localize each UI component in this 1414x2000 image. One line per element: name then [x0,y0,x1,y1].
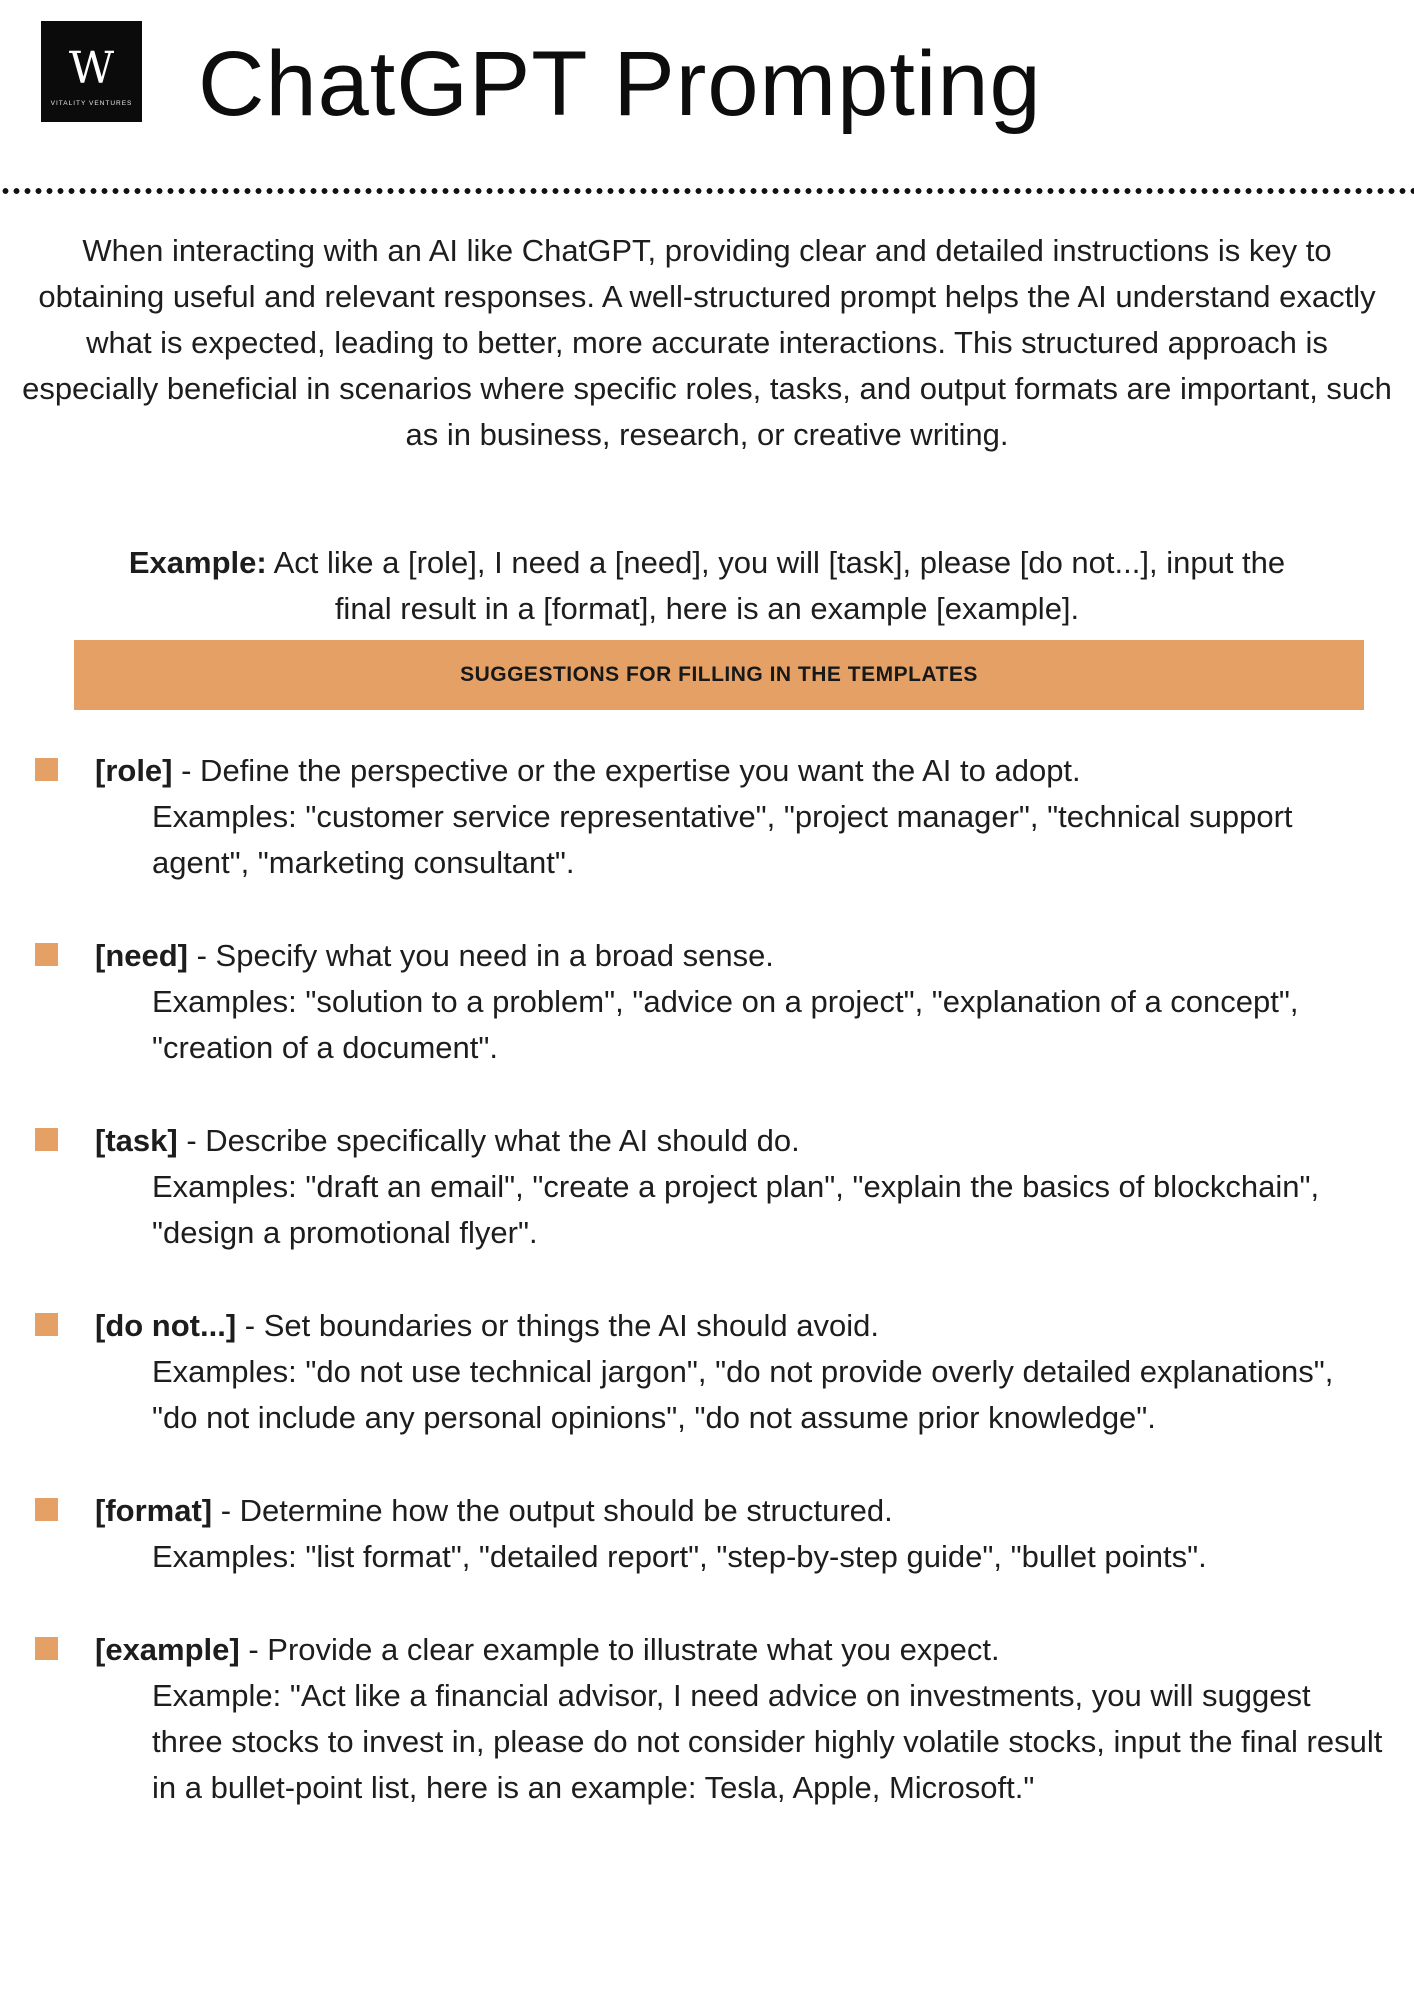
banner-label: SUGGESTIONS FOR FILLING IN THE TEMPLATES [460,663,978,686]
item-examples: Example: "Act like a financial advisor, I need advice on investments, you will suggest three stocks to invest in, please do not consider highly volatile stocks, input the final result in a bullet-point list, here is an example: Tesla, Apple, Microsoft." [152,1678,1383,1805]
item-examples: Examples: "customer service representative", "project manager", "technical support agent", "marketing consultant". [152,799,1293,880]
item-examples: Examples: "list format", "detailed report", "step-by-step guide", "bullet points". [152,1539,1207,1574]
suggestions-banner [74,640,1364,710]
item-term: [do not...] [95,1308,237,1343]
bullet-square-icon [35,1637,58,1660]
item-examples: Examples: "solution to a problem", "advice on a project", "explanation of a concept", "creation of a document". [152,984,1299,1065]
item-definition: - Define the perspective or the expertise you want the AI to adopt. [181,753,1081,788]
item-term: [task] [95,1123,178,1158]
example-text: Act like a [role], I need a [need], you will [task], please [do not...], input the final result in a [format], here is an example [example]. [273,545,1286,626]
item-head [95,748,1385,794]
list-item-need [35,933,1385,1071]
list-item-do-not [35,1303,1385,1441]
item-definition: - Set boundaries or things the AI should avoid. [244,1308,879,1343]
brand-logo [41,21,142,122]
example-label: Example: [128,545,267,580]
intro-paragraph: When interacting with an AI like ChatGPT, providing clear and detailed instructions is key to obtaining useful and relevant responses. A well-structured prompt helps the AI understand exactly what is expected, leading to better, more accurate interactions. This structured approach is especially beneficial in scenarios where specific roles, tasks, and output formats are important, such as in business, research, or creative writing. [22,233,1392,452]
example-paragraph [127,540,1287,632]
item-term: [role] [95,753,173,788]
item-head [95,1303,1385,1349]
item-term: [format] [95,1493,213,1528]
item-definition: - Specify what you need in a broad sense. [196,938,774,973]
suggestions-list [35,748,1385,1811]
item-term: [example] [95,1632,240,1667]
item-head [95,933,1385,979]
item-examples: Examples: "do not use technical jargon", "do not provide overly detailed explanations", "do not include any personal opinions", "do not assume prior knowledge". [152,1354,1334,1435]
item-head [95,1627,1385,1673]
bullet-square-icon [35,1498,58,1521]
list-item-role [35,748,1385,886]
item-head [95,1488,1207,1534]
item-definition: - Provide a clear example to illustrate what you expect. [248,1632,1000,1667]
list-item-task [35,1118,1385,1256]
list-item-example [35,1627,1385,1811]
item-definition: - Describe specifically what the AI should do. [186,1123,800,1158]
bullet-square-icon [35,943,58,966]
item-head [95,1118,1385,1164]
logo-monogram-icon: W [68,42,115,94]
bullet-square-icon [35,758,58,781]
item-term: [need] [95,938,188,973]
item-definition: - Determine how the output should be structured. [220,1493,893,1528]
bullet-square-icon [35,1313,58,1336]
list-item-format [35,1488,1385,1580]
bullet-square-icon [35,1128,58,1151]
page-title: ChatGPT Prompting [198,33,1042,135]
item-examples: Examples: "draft an email", "create a project plan", "explain the basics of blockchain", "design a promotional flyer". [152,1169,1320,1250]
dotted-divider [0,187,1414,195]
logo-brand-name: VITALITY VENTURES [50,99,133,107]
